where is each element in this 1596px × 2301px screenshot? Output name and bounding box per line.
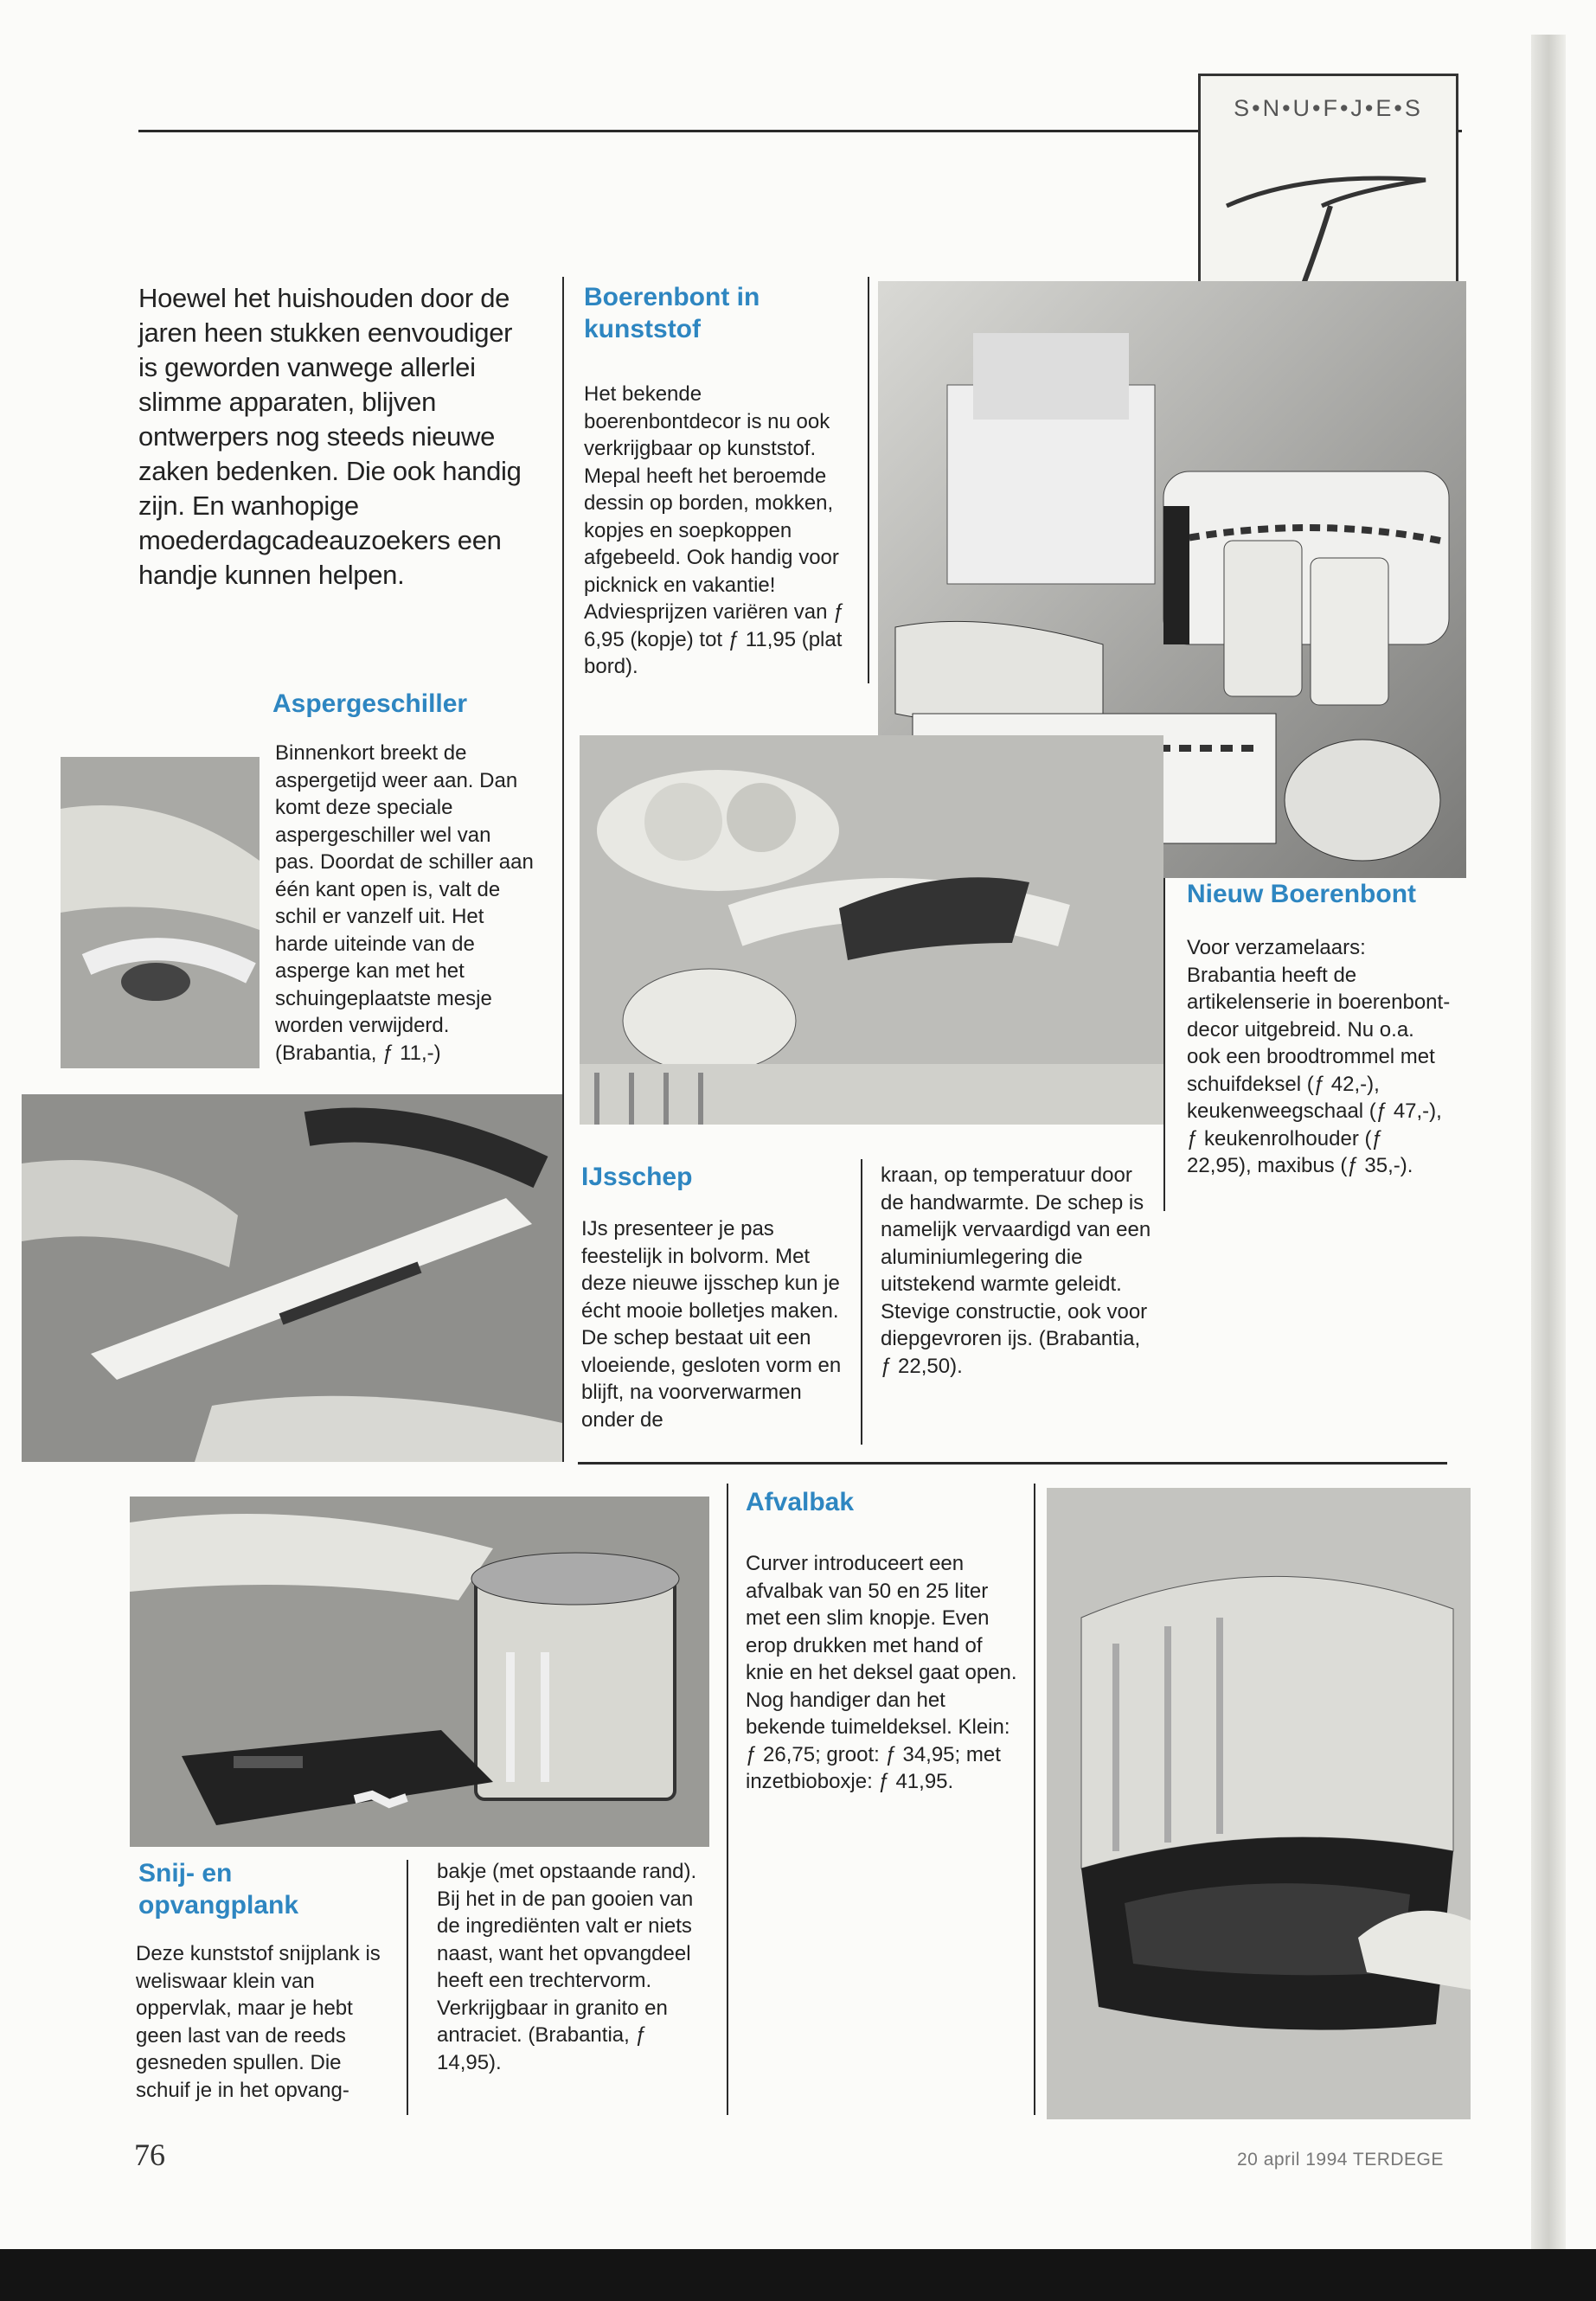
col-rule-4	[1163, 874, 1165, 1211]
afvalbak-text: Curver introduceert een afvalbak van 50 en 25 liter met een slim knopje. Even erop drukken met hand of knie en het deksel gaat open. Nog handiger dan het bekende tuimeldeksel. Klein: ƒ 26,75; groot: ƒ 34,95; met inzetbioboxje: ƒ 41,95.	[746, 1552, 1017, 1793]
snijplank-photo	[130, 1497, 709, 1847]
boerenbont-kunststof-text: Het bekende boerenbontdecor is nu ook verkrijgbaar op kunststof. Mepal heeft het beroemde dessin op borden, mokken, kopjes en soepkoppen afgebeeld. Ook handig voor picknick en vakantie! Adviesprijzen variëren van ƒ 6,95 (kopje) tot ƒ 11,95 (plat bord).	[584, 382, 845, 678]
bottom-strip	[0, 2249, 1596, 2301]
aspergeschiller-photo-2	[22, 1094, 562, 1462]
ijsschep-text-col2: kraan, op temperatuur door de handwarmte. De schep is namelijk vervaardigd van een aluminiumlegering die uitstekend warmte geleidt. Stevige constructie, ook voor diepgevroren ijs. (Brabantia, ƒ 22,50).	[881, 1163, 1151, 1378]
asparagus-hand-image	[61, 757, 260, 1068]
mid-rule	[578, 1462, 1447, 1465]
col-rule-7	[407, 1860, 408, 2115]
col-rule-3	[861, 1159, 862, 1445]
snijplank-text-col2: bakje (met opstaande rand). Bij het in de pan gooien van de ingrediënten valt er niets naast, want het opvangdeel heeft een trechtervorm. Verkrijgbaar in granito en antraciet. (Brabantia, ƒ 14,95).	[437, 1860, 697, 2074]
aspergeschiller-photo-1	[61, 757, 260, 1068]
afvalbak-photo	[1047, 1488, 1471, 2119]
waste-bin-image	[1047, 1488, 1471, 2119]
aspergeschiller-title: Aspergeschiller	[272, 689, 468, 718]
section-label: S•N•U•F•J•E•S	[1234, 95, 1423, 121]
page-number: 76	[134, 2138, 165, 2172]
top-rule	[138, 130, 1198, 132]
col-rule-6	[1034, 1484, 1035, 2115]
intro-text: Hoewel het huishouden door de jaren heen stukken eenvoudiger is geworden vanwege allerlei slimme apparaten, blijven ontwerpers nog steeds nieuwe zaken bedenken. Die ook handig zijn. En wanhopige moederdagcadeauzoekers een handje kunnen helpen.	[138, 283, 522, 590]
col-rule-2	[868, 277, 869, 683]
aspergeschiller-text: Binnenkort breekt de aspergetijd weer aan. Dan komt deze speciale aspergeschiller wel van pas. Doordat de schiller aan één kant open is, valt de schil er vanzelf uit. Het harde uiteinde van de asperge kan met het schuingeplaatste mesje worden verwijderd. (Brabantia, ƒ 11,-)	[275, 741, 534, 1065]
ijsschep-title: IJsschep	[581, 1163, 693, 1191]
nieuw-boerenbont-title: Nieuw Boerenbont	[1187, 880, 1417, 908]
cutting-board-image	[130, 1497, 709, 1847]
peeler-image	[22, 1094, 562, 1462]
col-rule-5	[727, 1484, 728, 2115]
snijplank-text-col1: Deze kunststof snijplank is weliswaar klein van oppervlak, maar je hebt geen last van de reeds gesneden spullen. Die schuif je in het opvang-	[136, 1942, 381, 2102]
issue-date: 20 april 1994 TERDEGE	[1237, 2150, 1444, 2170]
nieuw-boerenbont-text: Voor verzamelaars: Brabantia heeft de artikelenserie in boerenbont-decor uitgebreid. Nu o.a. ook een broodtrommel met schuifdeksel (ƒ 42,-), keukenweegschaal (ƒ 47,-), ƒ keukenrolhouder (ƒ 22,95), maxibus (ƒ 35,-).	[1187, 936, 1451, 1177]
snijplank-title: Snij- en opvangplank	[138, 1859, 299, 1920]
afvalbak-title: Afvalbak	[746, 1488, 855, 1516]
ice-cream-scoop-image	[580, 735, 1163, 1125]
ijsschep-text-col1: IJs presenteer je pas feestelijk in bolvorm. Met deze nieuwe ijsschep kun je écht mooie bolletjes maken. De schep bestaat uit een vloeiende, gesloten vorm en blijft, na voorverwarmen onder de	[581, 1217, 842, 1432]
binder-spine	[1531, 35, 1566, 2249]
boerenbont-kunststof-title: Boerenbont in kunststof	[584, 283, 760, 343]
col-rule-1	[562, 277, 564, 1462]
ijsschep-photo	[580, 735, 1163, 1125]
